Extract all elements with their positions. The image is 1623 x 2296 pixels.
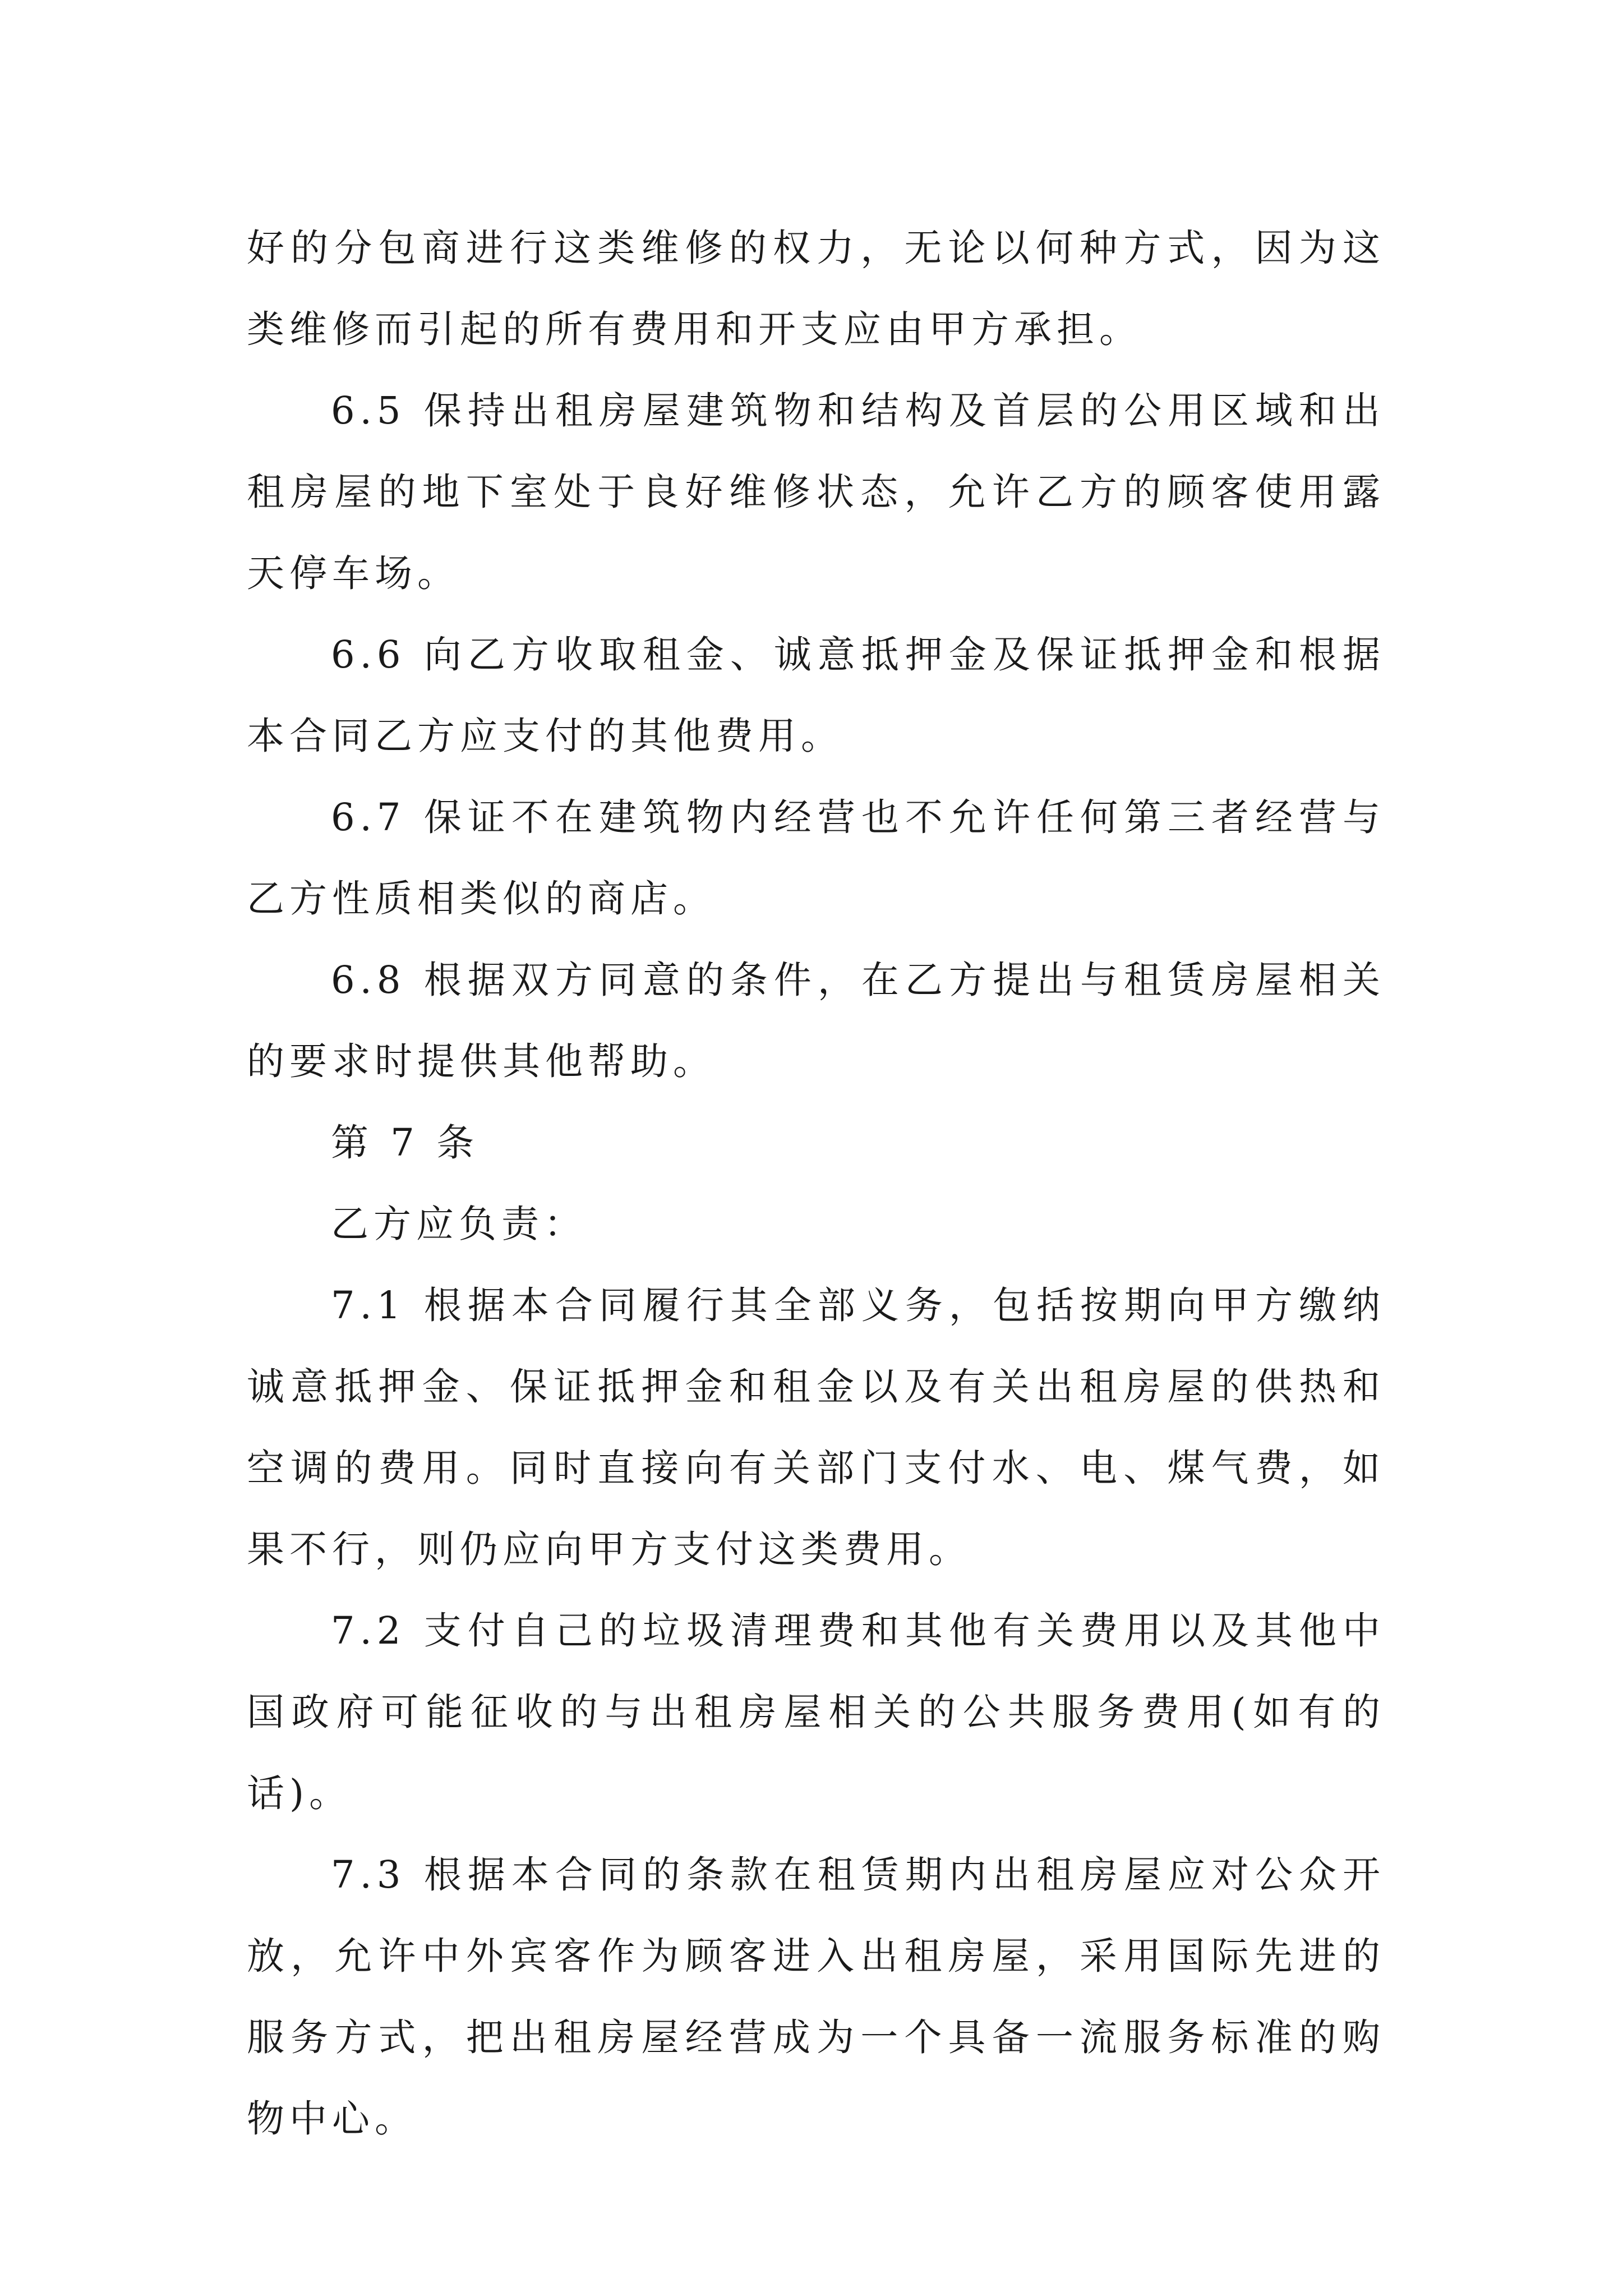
clause-6-8: 6.8 根据双方同意的条件，在乙方提出与租赁房屋相关的要求时提供其他帮助。 bbox=[247, 958, 1385, 1083]
clause-7-1: 7.1 根据本合同履行其全部义务，包括按期向甲方缴纳诚意抵押金、保证抵押金和租金以及有关出租房屋的供热和空调的费用。同时直接向有关部门支付水、电、煤气费，如果不行，则仍应向甲方支付这类费用。 bbox=[247, 1283, 1385, 1571]
clause-7-2: 7.2 支付自己的垃圾清理费和其他有关费用以及其他中国政府可能征收的与出租房屋相关的公共服务费用(如有的话)。 bbox=[247, 1609, 1385, 1815]
document-body bbox=[247, 208, 1385, 2160]
article-7-heading: 第 7 条 bbox=[331, 1121, 479, 1165]
clause-6-5: 6.5 保持出租房屋建筑物和结构及首层的公用区域和出租房屋的地下室处于良好维修状态，允许乙方的顾客使用露天停车场。 bbox=[247, 389, 1385, 595]
clause-7-3: 7.3 根据本合同的条款在租赁期内出租房屋应对公众开放，允许中外宾客作为顾客进入出租房屋，采用国际先进的服务方式，把出租房屋经营成为一个具备一流服务标准的购物中心。 bbox=[247, 1853, 1385, 2141]
clause-6-6: 6.6 向乙方收取租金、诚意抵押金及保证抵押金和根据本合同乙方应支付的其他费用。 bbox=[247, 633, 1385, 758]
paragraph-continuation: 好的分包商进行这类维修的权力，无论以何种方式，因为这类维修而引起的所有费用和开支应由甲方承担。 bbox=[247, 226, 1385, 351]
clause-6-7: 6.7 保证不在建筑物内经营也不允许任何第三者经营与乙方性质相类似的商店。 bbox=[247, 795, 1385, 921]
article-7-intro: 乙方应负责： bbox=[331, 1202, 587, 1246]
